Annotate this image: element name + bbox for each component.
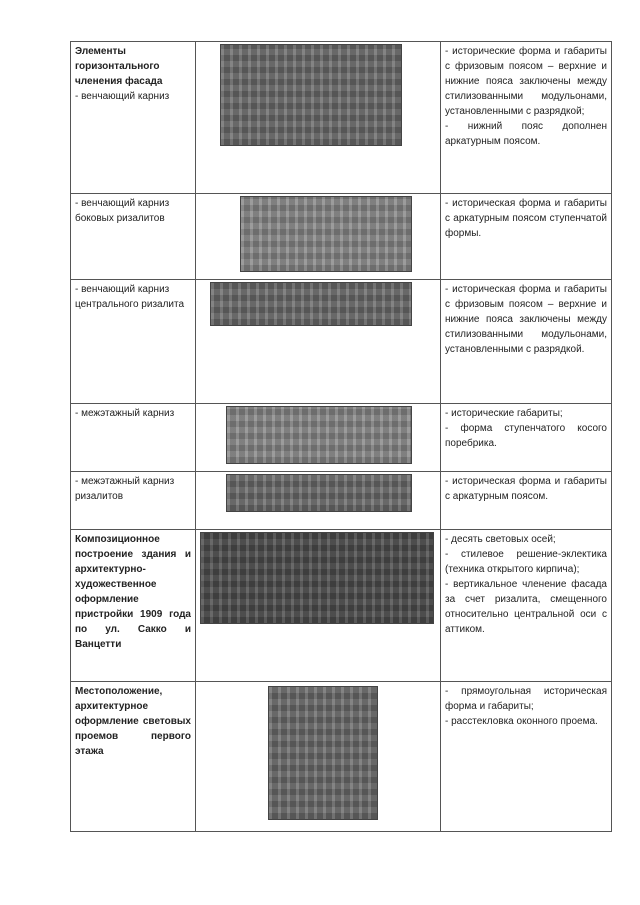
description-cell (441, 530, 612, 682)
table-row (71, 404, 612, 472)
description-cell (441, 42, 612, 194)
row-description: - историческая форма и габариты с фризовым поясом – верхние и нижние пояса заключены между стилизованными модульонами, установленными с разрядкой. (445, 284, 607, 355)
risalit-interfloor-cornice-photo (226, 474, 412, 512)
row-heading: Композиционное построение здания и архитектурно-художественное оформление пристройки 1909 года по ул. Сакко и Ванцетти (75, 534, 191, 650)
row-description: - десять световых осей; - стилевое решение-эклектика (техника открытого кирпича); - вертикальное членение фасада за счет ризалита, смещенного относительно центральной оси с аттиком. (445, 534, 607, 635)
row-label: - венчающий карниз центрального ризалита (75, 284, 185, 310)
row-label: - венчающий карниз (75, 91, 170, 102)
element-cell (71, 280, 196, 404)
photo-cell (196, 682, 441, 832)
facade-cornice-photo (220, 44, 402, 146)
description-cell (441, 194, 612, 280)
table-row (71, 530, 612, 682)
table-row (71, 472, 612, 530)
description-cell (441, 682, 612, 832)
description-cell (441, 280, 612, 404)
row-label: - венчающий карниз боковых ризалитов (75, 198, 170, 224)
row-description: - прямоугольная историческая форма и габариты; - расстекловка оконного проема. (445, 686, 607, 727)
row-heading: Элементы горизонтального членения фасада (75, 46, 163, 87)
element-cell (71, 682, 196, 832)
central-risalit-cornice-photo (210, 282, 412, 326)
row-description: - историческая форма и габариты с аркатурным поясом. (445, 476, 607, 502)
row-label: - межэтажный карниз ризалитов (75, 476, 175, 502)
element-cell (71, 404, 196, 472)
description-cell (441, 472, 612, 530)
interfloor-cornice-photo (226, 406, 412, 464)
photo-cell (196, 42, 441, 194)
photo-cell (196, 472, 441, 530)
window-opening-photo (268, 686, 378, 820)
photo-cell (196, 194, 441, 280)
row-description: - исторические габариты; - форма ступенчатого косого поребрика. (445, 408, 607, 449)
element-cell (71, 472, 196, 530)
table-row (71, 194, 612, 280)
side-risalit-cornice-photo (240, 196, 412, 272)
description-cell (441, 404, 612, 472)
row-description: - историческая форма и габариты с аркатурным поясом ступенчатой формы. (445, 198, 607, 239)
table-row (71, 42, 612, 194)
element-cell (71, 42, 196, 194)
table-row (71, 280, 612, 404)
element-cell (71, 194, 196, 280)
photo-cell (196, 280, 441, 404)
element-cell (71, 530, 196, 682)
row-heading: Местоположение, архитектурное оформление световых проемов первого этажа (75, 686, 191, 757)
photo-cell (196, 530, 441, 682)
photo-cell (196, 404, 441, 472)
annex-1909-photo (200, 532, 434, 624)
characteristics-table (70, 41, 612, 832)
row-label: - межэтажный карниз (75, 408, 175, 419)
table-row (71, 682, 612, 832)
row-description: - исторические форма и габариты с фризовым поясом – верхние и нижние пояса заключены между стилизованными модульонами, установленными с разрядкой; - нижний пояс дополнен аркатурным поясом. (445, 46, 607, 147)
